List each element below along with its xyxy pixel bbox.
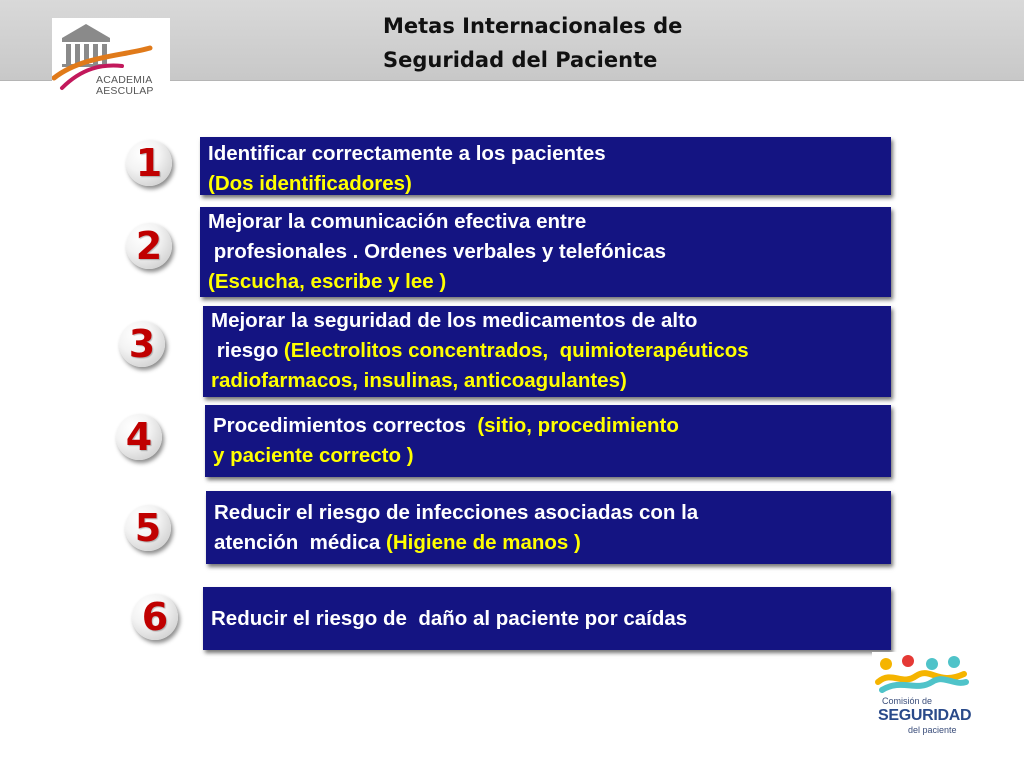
goal-highlight-text: (Dos identificadores) [208,172,412,195]
goal-box-4 [205,405,891,477]
goal-5-line-2 [214,528,891,558]
goal-text: Reducir el riesgo de infecciones asociadas con la [214,501,699,524]
comision-seguridad-logo [872,652,972,742]
goal-number-1: 1 [126,140,172,186]
goal-3-line-1 [211,306,891,336]
goal-text: Procedimientos correctos [213,414,478,437]
goal-box-3 [203,306,891,397]
goal-5-line-1 [214,498,891,528]
goal-text: Identificar correctamente a los pacientes [208,142,606,165]
goal-text: atención médica [214,531,387,554]
goal-highlight-text: (Electrolitos concentrados, quimioterapéuticos [283,339,749,362]
goal-number-2: 2 [126,223,172,269]
page-title-line-1: Metas Internacionales de [383,14,683,38]
goal-4-line-2 [213,441,891,471]
goal-box-2 [200,207,891,297]
goal-1-line-2 [208,169,891,199]
goal-highlight-text: (Escucha, escribe y lee ) [208,270,447,293]
goal-number-4: 4 [116,414,162,460]
comision-logo-line-1: Comisión de [882,696,933,706]
goal-number-6: 6 [132,594,178,640]
goal-4-line-1 [213,411,891,441]
comision-logo-line-3: del paciente [908,725,957,735]
goal-highlight-text: (sitio, procedimiento [477,414,679,437]
goal-2-line-2 [208,237,891,267]
goal-highlight-text: y paciente correcto ) [213,444,414,467]
goal-text: riesgo [211,339,284,362]
goal-text: Mejorar la seguridad de los medicamentos de alto [211,309,698,332]
goal-box-6 [203,587,891,650]
goal-text: Reducir el riesgo de daño al paciente por caídas [211,607,688,630]
goal-highlight-text: radiofarmacos, insulinas, anticoagulantes) [211,369,627,392]
goal-2-line-3 [208,267,891,297]
academia-logo-line-1: ACADEMIA [96,74,153,86]
comision-figures-icon [872,652,972,696]
page-title [383,9,783,77]
academia-logo-text [96,75,154,97]
academia-logo-line-2: AESCULAP [96,85,154,97]
goal-highlight-text: (Higiene de manos ) [386,531,581,554]
goal-text: profesionales . Ordenes verbales y telefónicas [208,240,667,263]
goal-3-line-2 [211,336,891,366]
goal-2-line-1 [208,207,891,237]
goal-box-5 [206,491,891,564]
goal-text: Mejorar la comunicación efectiva entre [208,210,587,233]
goal-box-1 [200,137,891,195]
goal-6-line-1 [211,604,891,634]
goal-number-5: 5 [125,505,171,551]
comision-logo-line-2: SEGURIDAD [878,707,972,724]
goal-3-line-3 [211,366,891,396]
goal-number-3: 3 [119,321,165,367]
goal-1-line-1 [208,139,891,169]
academia-aesculap-logo [52,18,170,106]
page-title-line-2: Seguridad del Paciente [383,48,658,72]
